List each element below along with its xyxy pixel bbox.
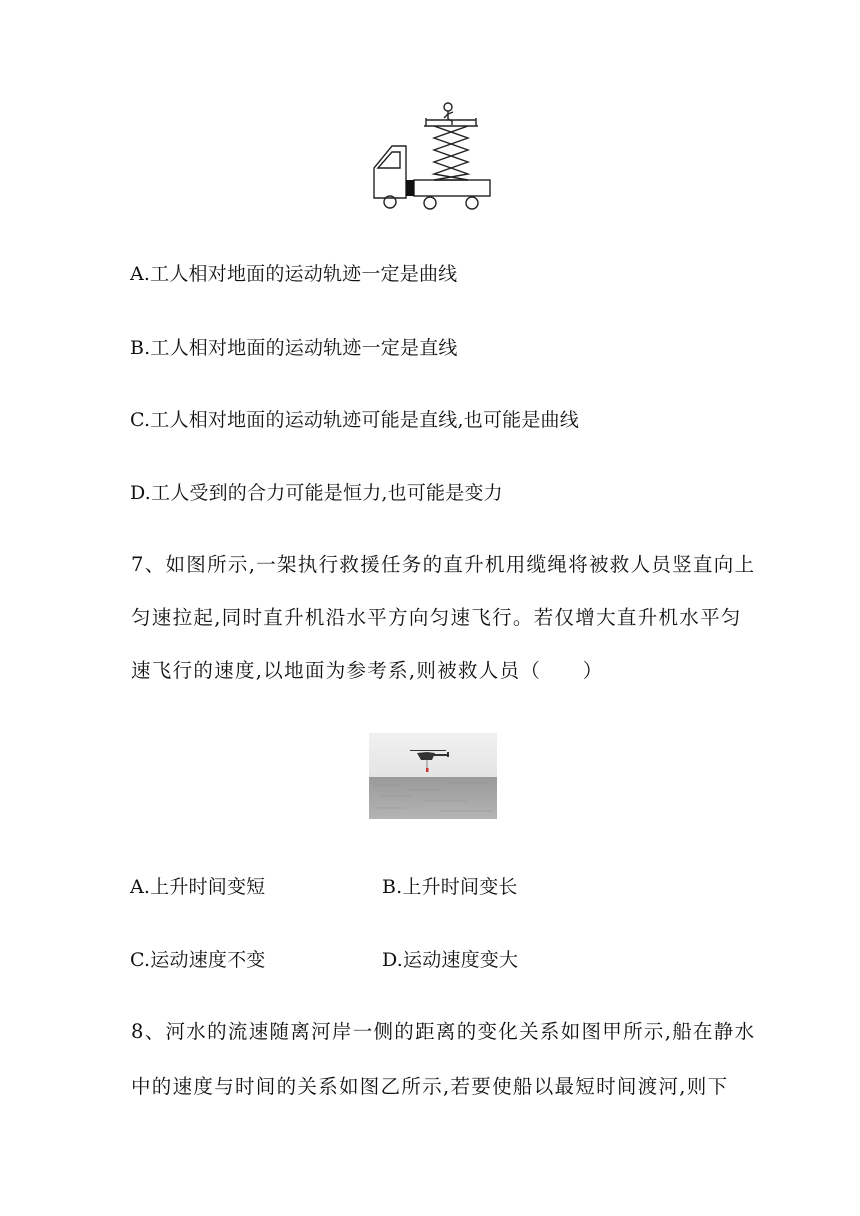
option-a: A.工人相对地面的运动轨迹一定是曲线	[130, 263, 458, 285]
q7-option-c: C.运动速度不变	[130, 949, 266, 971]
helicopter-rescue-photo	[369, 733, 497, 819]
question-7-line-1: 7、如图所示,一架执行救援任务的直升机用缆绳将被救人员竖直向上	[131, 553, 756, 576]
wheel	[424, 197, 436, 209]
q7-option-b: B.上升时间变长	[382, 876, 518, 898]
scissor-lift	[434, 126, 468, 180]
q7-option-d: D.运动速度变大	[382, 949, 519, 971]
question-7-line-3: 速飞行的速度,以地面为参考系,则被救人员（ ）	[131, 659, 604, 682]
question-7-line-2: 匀速拉起,同时直升机沿水平方向匀速飞行。若仅增大直升机水平匀	[131, 606, 742, 629]
lift-truck-figure	[368, 100, 494, 212]
question-8-line-1: 8、河水的流速随离河岸一侧的距离的变化关系如图甲所示,船在静水	[131, 1020, 756, 1043]
truck-bed	[414, 180, 490, 196]
rescued-person	[426, 768, 429, 772]
option-c: C.工人相对地面的运动轨迹可能是直线,也可能是曲线	[130, 409, 579, 431]
wheel	[466, 197, 478, 209]
question-8-line-2: 中的速度与时间的关系如图乙所示,若要使船以最短时间渡河,则下	[131, 1075, 729, 1098]
option-b: B.工人相对地面的运动轨迹一定是直线	[130, 337, 458, 359]
worker-head	[444, 103, 452, 111]
q7-option-a: A.上升时间变短	[130, 876, 266, 898]
option-d: D.工人受到的合力可能是恒力,也可能是变力	[130, 482, 503, 504]
